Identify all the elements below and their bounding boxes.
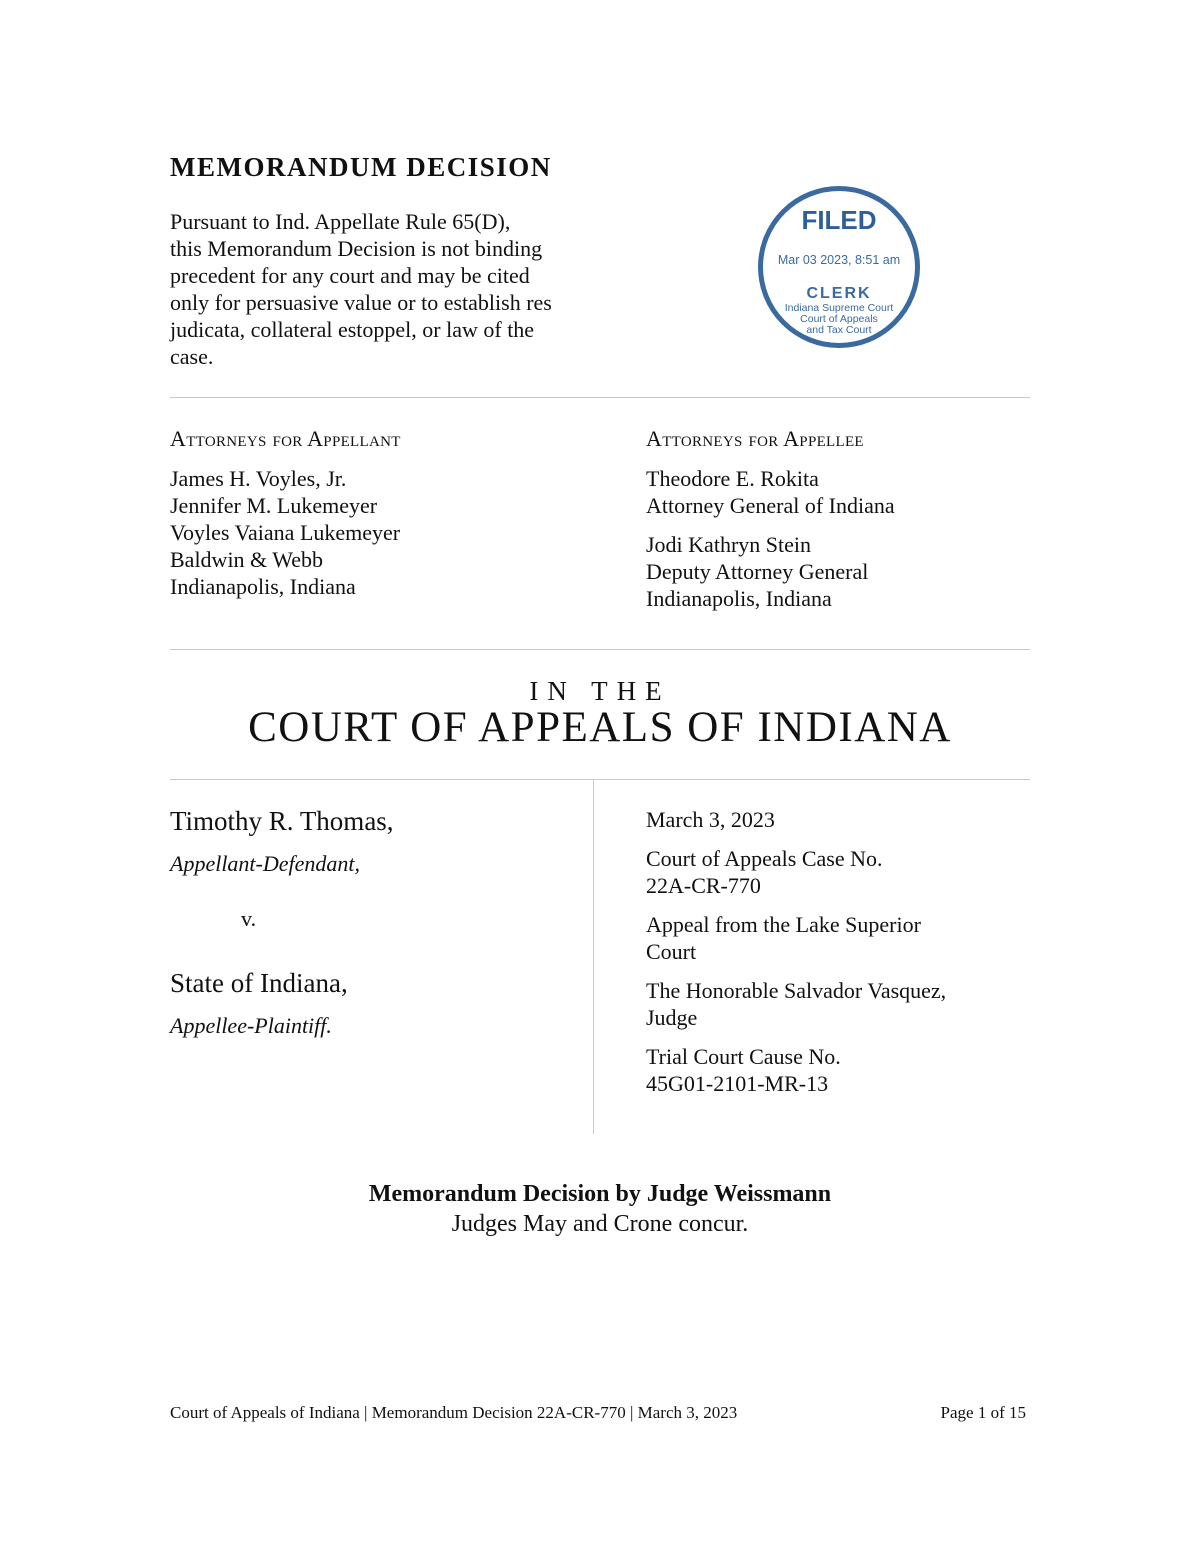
attorney-line: James H. Voyles, Jr. [170, 466, 347, 491]
decision-author: Memorandum Decision by Judge Weissmann [368, 1181, 832, 1207]
stamp-date: Mar 03 2023, 8:51 am [777, 253, 901, 267]
attorney-line: Attorney General of Indiana [646, 493, 895, 518]
attorney-line: Jodi Kathryn Stein [646, 532, 811, 557]
case-number-label: Court of Appeals Case No. [646, 846, 883, 871]
versus: v. [241, 906, 257, 931]
appellant-name: Timothy R. Thomas, [170, 806, 394, 836]
attorney-line: Indianapolis, Indiana [646, 586, 832, 611]
trial-cause-number [646, 1043, 841, 1097]
appeal-from-line: Appeal from the Lake Superior [646, 912, 921, 937]
divider [170, 779, 1030, 780]
notice-line: Pursuant to Ind. Appellate Rule 65(D), [170, 209, 511, 234]
appeal-from [646, 911, 921, 965]
notice-line: precedent for any court and may be cited [170, 263, 530, 288]
caption-divider [593, 780, 594, 1134]
cause-number-value: 45G01-2101-MR-13 [646, 1071, 829, 1096]
court-prefix: IN THE [529, 676, 671, 706]
trial-judge-line: Judge [646, 1005, 698, 1030]
appellant-role: Appellant-Defendant, [170, 851, 361, 876]
attorney-line: Deputy Attorney General [646, 559, 869, 584]
decision-date: March 3, 2023 [646, 807, 775, 832]
notice-line: this Memorandum Decision is not binding [170, 236, 543, 261]
filed-stamp [758, 186, 920, 348]
cause-number-label: Trial Court Cause No. [646, 1044, 841, 1069]
stamp-court-line: Court of Appeals [800, 313, 878, 325]
notice-line: case. [170, 344, 214, 369]
attorney-line: Voyles Vaiana Lukemeyer [170, 520, 401, 545]
appellee-attorneys-group-1 [646, 465, 895, 519]
concurring-judges: Judges May and Crone concur. [451, 1211, 749, 1237]
document-heading: MEMORANDUM DECISION [170, 152, 552, 182]
appellant-attorneys-heading: Attorneys for Appellant [170, 426, 401, 451]
notice-line: judicata, collateral estoppel, or law of the [170, 317, 535, 342]
stamp-title: FILED [801, 205, 877, 235]
notice-line: only for persuasive value or to establish res [170, 290, 552, 315]
attorney-line: Jennifer M. Lukemeyer [170, 493, 378, 518]
appellant-attorneys-list [170, 465, 400, 600]
appellee-role: Appellee-Plaintiff. [170, 1013, 332, 1038]
court-name: COURT OF APPEALS OF INDIANA [248, 704, 952, 751]
divider [170, 397, 1030, 398]
footer-citation: Court of Appeals of Indiana | Memorandum Decision 22A-CR-770 | March 3, 2023 [170, 1403, 738, 1422]
stamp-court-line: and Tax Court [806, 324, 872, 336]
appellee-attorneys-group-2 [646, 531, 868, 612]
divider [170, 649, 1030, 650]
attorney-line: Indianapolis, Indiana [170, 574, 356, 599]
attorney-line: Theodore E. Rokita [646, 466, 819, 491]
stamp-court [763, 303, 915, 336]
trial-judge-line: The Honorable Salvador Vasquez, [646, 978, 947, 1003]
appellee-name: State of Indiana, [170, 968, 348, 998]
stamp-court-line: Indiana Supreme Court [784, 302, 894, 314]
appellee-attorneys-heading: Attorneys for Appellee [646, 426, 864, 451]
page-number: Page 1 of 15 [940, 1403, 1026, 1422]
attorney-line: Baldwin & Webb [170, 547, 324, 572]
stamp-clerk: CLERK [806, 285, 872, 302]
case-number [646, 845, 882, 899]
rule-65d-notice [170, 208, 610, 370]
case-number-value: 22A-CR-770 [646, 873, 761, 898]
trial-judge [646, 977, 946, 1031]
appeal-from-line: Court [646, 939, 697, 964]
